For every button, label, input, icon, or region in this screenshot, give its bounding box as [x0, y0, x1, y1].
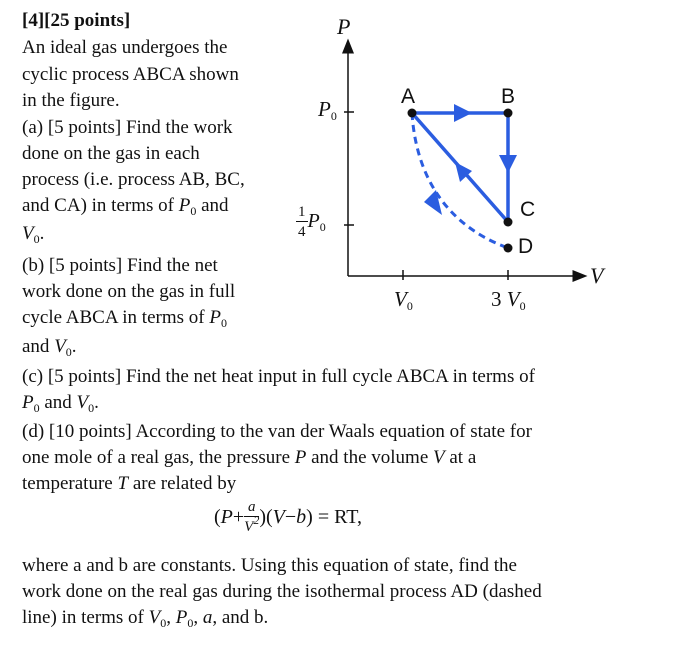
label-c: C — [520, 198, 536, 221]
van-der-waals-equation: ( P + $\frac{a}{V^2}$ )( V − b ) = RT, — [214, 499, 362, 535]
tick-label-p0: $P_0$ — [318, 97, 337, 123]
problem-header: [4][25 points] — [22, 10, 131, 31]
part-c-line-2: $P_0$ and $V_0$. — [22, 392, 99, 415]
intro-line-3: in the figure. — [22, 90, 120, 111]
part-c-line-1: (c) [5 points] Find the net heat input in full cycle ABCA in terms of — [22, 366, 535, 387]
arrow-bc — [499, 155, 517, 173]
part-d-line-3: temperature T are related by — [22, 473, 237, 494]
label-b: B — [501, 85, 516, 108]
tick-label-3v0: 3 $V_0$ — [491, 287, 526, 313]
label-d: D — [518, 235, 534, 258]
point-c — [504, 218, 513, 227]
part-d-after-2: work done on the real gas during the isothermal process AD (dashed — [22, 581, 542, 602]
point-a — [408, 109, 417, 118]
intro-line-2: cyclic process ABCA shown — [22, 64, 239, 85]
point-b — [504, 109, 513, 118]
tick-label-quarter: $\frac{1}{4}$ $P_0$ — [298, 204, 326, 240]
axis-label-v: V — [590, 263, 604, 288]
part-b-line-2: work done on the gas in full — [22, 281, 236, 302]
part-b-line-1: (b) [5 points] Find the net — [22, 255, 218, 276]
part-a-line-2: done on the gas in each — [22, 143, 200, 164]
arrow-ab — [454, 104, 472, 122]
part-d-after-3: line) in terms of $V_0$, $P_0$, a, and b. — [22, 607, 269, 630]
point-d — [504, 244, 513, 253]
part-d-line-1: (d) [10 points] According to the van der Waals equation of state for — [22, 421, 532, 442]
part-a-line-1: (a) [5 points] Find the work — [22, 117, 233, 138]
intro-line-1: An ideal gas undergoes the — [22, 37, 228, 58]
part-b-line-4: and $V_0$. — [22, 336, 77, 359]
tick-label-v0: $V_0$ — [394, 287, 413, 313]
part-a-line-4: and CA) in terms of $P_0$ and — [22, 195, 229, 218]
arrow-ad — [424, 190, 442, 215]
label-a: A — [401, 85, 416, 108]
part-d-line-2: one mole of a real gas, the pressure P and the volume V at a — [22, 447, 477, 468]
part-d-after-1: where a and b are constants. Using this equation of state, find the — [22, 555, 517, 576]
axis-label-p: P — [337, 14, 351, 39]
part-b-line-3: cycle ABCA in terms of $P_0$ — [22, 307, 227, 330]
part-a-line-3: process (i.e. process AB, BC, — [22, 169, 245, 190]
part-a-line-5: $V_0$. — [22, 223, 45, 246]
